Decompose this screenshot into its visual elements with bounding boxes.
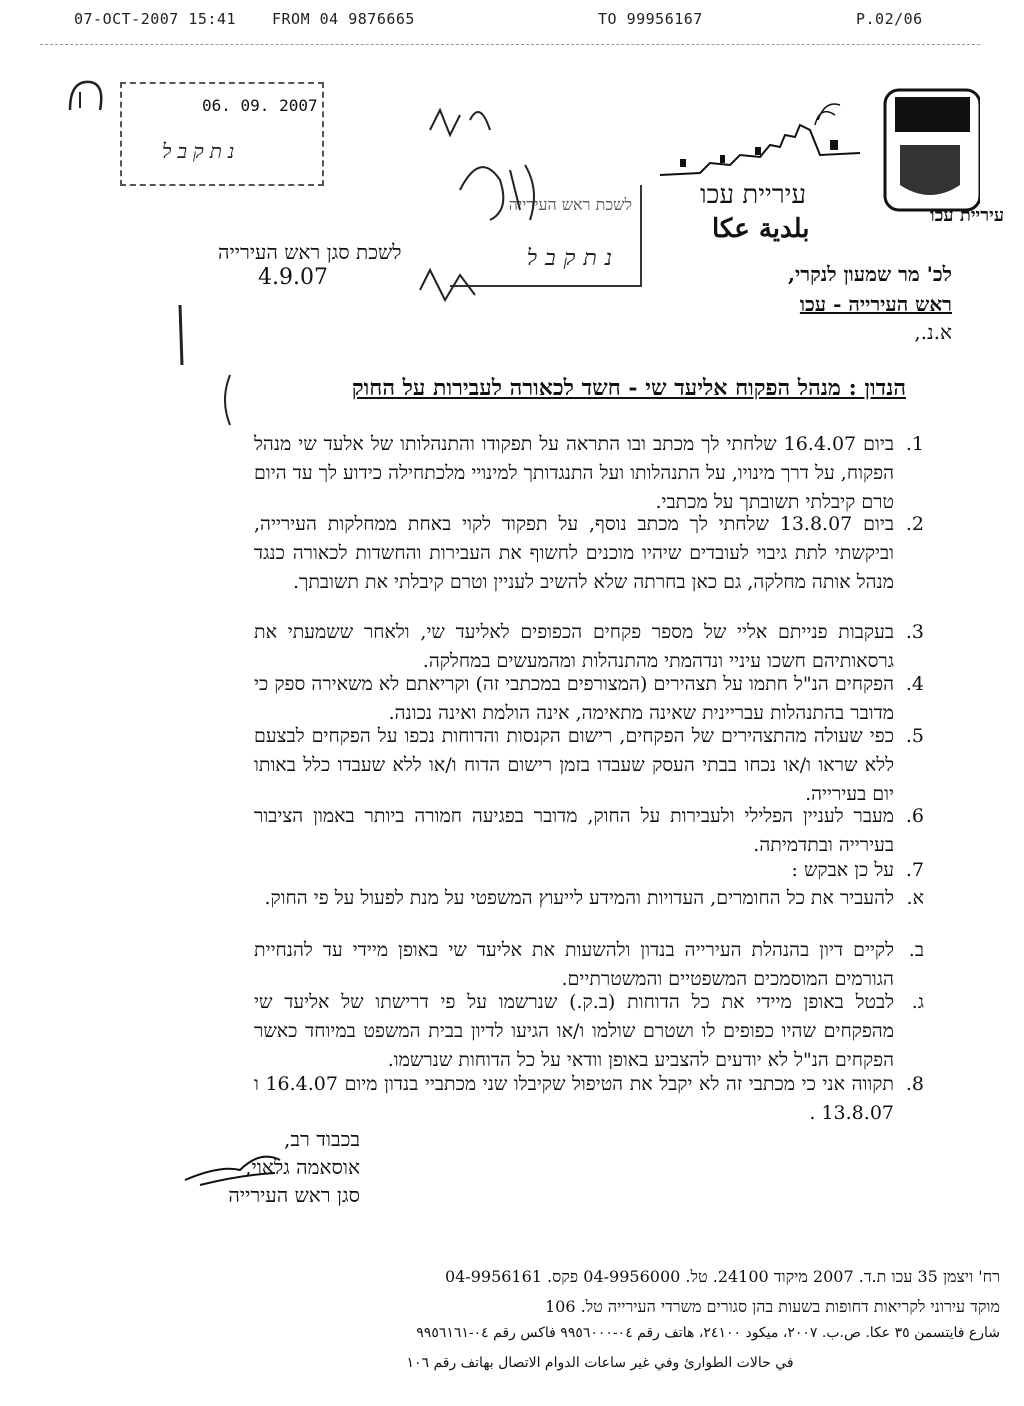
signature-name: אוסאמה גלאוי, bbox=[245, 1155, 360, 1179]
fax-page: P.02/06 bbox=[856, 10, 923, 28]
letterhead-partial-text: עיריית עכו bbox=[930, 205, 1005, 226]
sender-office-label: לשכת סגן ראש העירייה bbox=[218, 240, 402, 264]
fax-datetime: 07-OCT-2007 15:41 bbox=[74, 10, 237, 28]
subitem-a-text: להעביר את כל החומרים, העדויות והמידע לייעוץ המשפטי על מנת לפעול על פי החוק. bbox=[264, 887, 894, 909]
subitem-c-number: ג. bbox=[911, 991, 924, 1013]
subitem-b-text: לקיים דיון בהנהלת העירייה בנדון ולהשעות את אליעד שי באופן מיידי עד להנחיית הגורמים המוסמכים המשפטיים והמשטרתיים. bbox=[254, 939, 894, 990]
item-8-number: 8. bbox=[905, 1073, 924, 1095]
item-8-text: תקווה אני כי מכתבי זה לא יקבל את הטיפול שקיבלו שני מכתביי בנדון מיום 16.4.07 ו 13.8.07 . bbox=[254, 1073, 895, 1124]
item-1-text: ביום 16.4.07 שלחתי לך מכתב ובו התראה על תפקודו והתנהלותו של אלעד שי מנהל הפקוח, על דרך מינויו, על התנהלותו ועל התנגדותך למינויי מלכתחילה כידוע לך עד היום טרם קיבלתי תשובתך על מכתבי. bbox=[254, 433, 894, 513]
item-7-text: על כן אבקש : bbox=[791, 859, 894, 881]
sender-office-date: 4.9.07 bbox=[258, 265, 328, 290]
addressee-line2: ראש העירייה - עכו bbox=[799, 292, 952, 316]
signature-closing: בכבוד רב, bbox=[284, 1127, 360, 1151]
addressee-greeting: א.נ., bbox=[914, 320, 952, 344]
item-6-text: מעבר לעניין הפלילי ולעבירות על החוק, מדובר בפגיעה חמורה ביותר באמון הציבור בעירייה ובתדמיתה. bbox=[254, 805, 894, 856]
addressee-line1: לכ' מר שמעון לנקרי, bbox=[788, 262, 952, 286]
stamp-received: נתקבל bbox=[162, 139, 241, 163]
handwritten-mark-icon bbox=[60, 70, 110, 120]
margin-mark-icon bbox=[170, 300, 190, 370]
item-3-number: 3. bbox=[905, 621, 924, 643]
item-4-number: 4. bbox=[905, 673, 924, 695]
received-stamp bbox=[120, 82, 324, 186]
item-6-number: 6. bbox=[905, 805, 924, 827]
fax-divider bbox=[40, 44, 980, 45]
fax-from: FROM 04 9876665 bbox=[272, 10, 415, 28]
item-2-text: ביום 13.8.07 שלחתי לך מכתב נוסף, על תפקוד לקוי באחת ממחלקות העירייה, וביקשתי לתת גיבוי לעובדים שיהיו מוכנים לחשוף את העבירות והחשדות לכאורה כנגד מנהל אותה מחלקה, גם כאן בחרתה שלא להשיב לעניין וטרם קיבלתי את תשובתך. bbox=[254, 513, 894, 593]
office-stamp-label: לשכת ראש העירייה bbox=[508, 195, 632, 214]
footer-emergency-hebrew: מוקד עירוני לקריאות דחופות בשעות בהן סגורים משרדי העירייה טל. 106 bbox=[544, 1297, 1000, 1316]
subitem-c-text: לבטל באופן מיידי את כל הדוחות (ב.ק.) שנרשמו על פי דרישתו של אליעד שי מהפקחים שהיו כפופים לו ושטרם שולמו ו/או הגיעו לדיון בבית המשפט במיוחד כאשר הפקחים הנ"ל לא יודעים להצביע באופן וודאי על כל הדוחות שנרשמו. bbox=[254, 991, 894, 1071]
letterhead-arabic-name: بلدية عكا bbox=[712, 214, 810, 244]
footer-address-hebrew: רח' ויצמן 35 עכו ת.ד. 2007 מיקוד 24100. טל. 04-9956000 פקס. 04-9956161 bbox=[444, 1267, 1000, 1286]
item-2-number: 2. bbox=[905, 513, 924, 535]
fax-to: TO 99956167 bbox=[598, 10, 703, 28]
item-4-text: הפקחים הנ"ל חתמו על תצהירים (המצורפים במכתבי זה) וקריאתם לא משאירה ספק כי מדובר בהתנהלות עבריינית שאינה מתאימה, אינה הולמת ואינה נכונה. bbox=[254, 673, 894, 724]
subitem-b-number: ב. bbox=[908, 939, 924, 961]
office-stamp-received: נתקבל bbox=[526, 246, 620, 271]
item-3-text: בעקבות פנייתם אליי של מספר פקחים הכפופים לאליעד שי, ולאחר ששמעתי את גרסאותיהם חשכו עיניי ונדהמתי מהתנהלות ומהמעשים במחלקה. bbox=[254, 621, 894, 672]
letter-subject: הנדון : מנהל הפקוח אליעד שי - חשד לכאורה לעבירות על החוק bbox=[351, 375, 906, 401]
item-7-number: 7. bbox=[905, 859, 924, 881]
footer-emergency-arabic: في حالات الطوارئ وفي غير ساعات الدوام الاتصال بهاتف رقم ١٠٦ bbox=[406, 1355, 794, 1371]
footer-address-arabic: شارع فايتسمن ٣٥ عكا. ص.ب. ٢٠٠٧، ميكود ٢٤١٠٠، هاتف رقم ٠٤-٩٩٥٦٠٠٠ فاكس رقم ٠٤-٩٩٥٦١٦١ bbox=[416, 1325, 1000, 1341]
item-1-number: 1. bbox=[905, 433, 924, 455]
handwritten-signature-icon bbox=[180, 1135, 290, 1195]
stamp-date: 06. 09. 2007 bbox=[202, 96, 318, 115]
item-5-number: 5. bbox=[905, 725, 924, 747]
letterhead-hebrew-name: עיריית עכו bbox=[700, 180, 807, 210]
signature-title: סגן ראש העירייה bbox=[228, 1183, 360, 1207]
handwritten-annotation-icon bbox=[400, 90, 560, 320]
item-5-text: כפי שעולה מהתצהירים של הפקחים, רישום הקנסות והדוחות נכפו על הפקחים לבצעם ללא שראו ו/או נכחו בבתי העסק שעבדו בזמן רישום הדוח ו/או ללא שעבדו כלל באותו יום בעירייה. bbox=[254, 725, 894, 805]
subitem-a-number: א. bbox=[906, 887, 924, 909]
